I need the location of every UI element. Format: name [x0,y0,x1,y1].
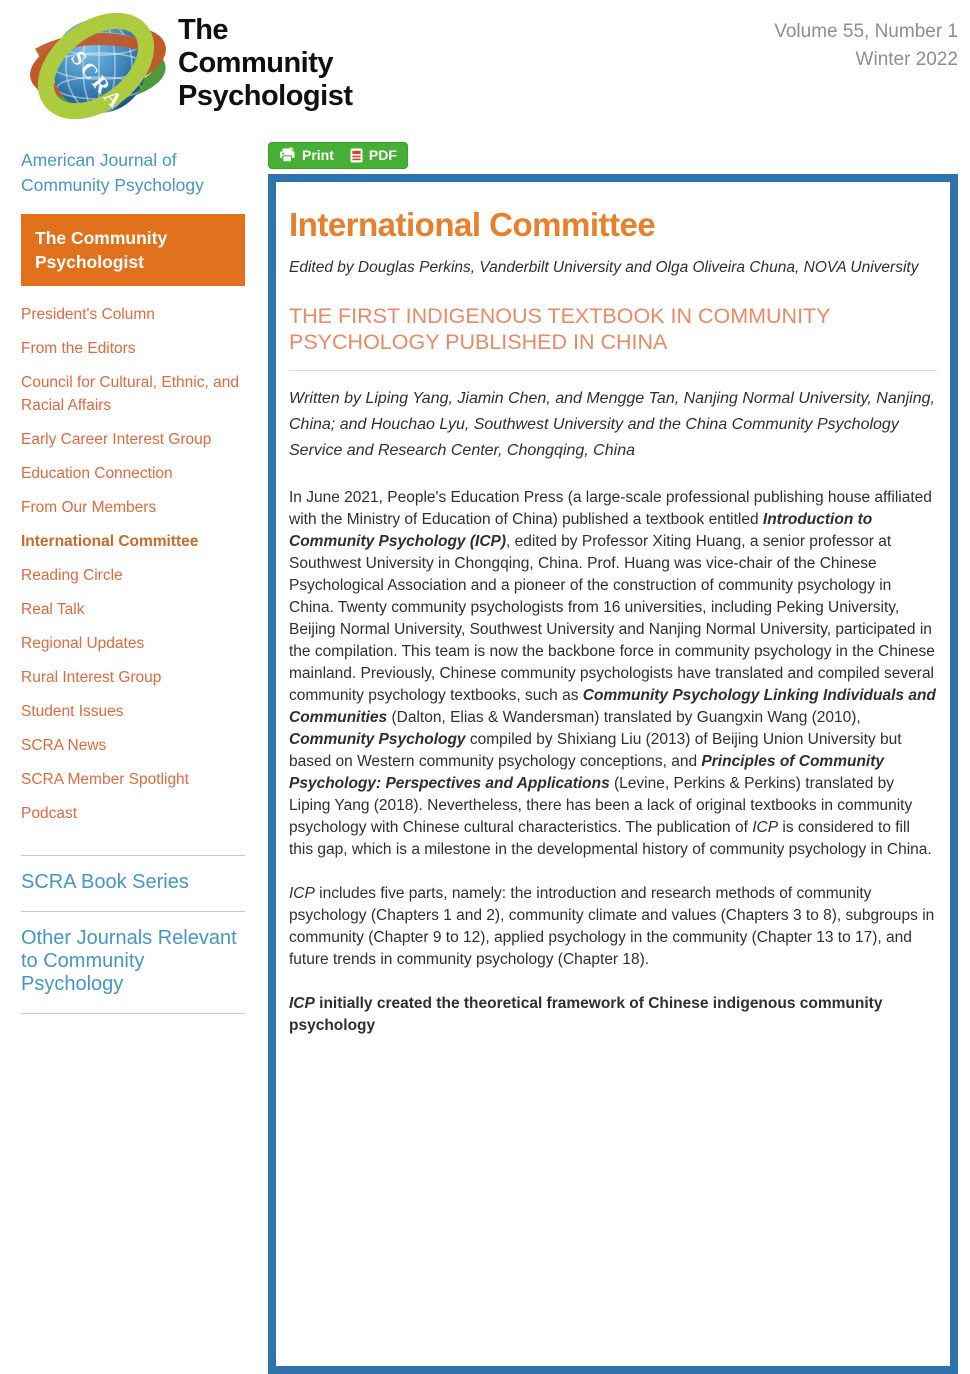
sidebar-item[interactable]: From the Editors [21,340,136,357]
edited-by-line: Edited by Douglas Perkins, Vanderbilt University and Olga Oliveira Chuna, NOVA University [289,259,919,276]
sidebar-item[interactable]: Real Talk [21,601,85,618]
issue-season: Winter 2022 [855,49,958,70]
sidebar-item[interactable]: Student Issues [21,703,124,720]
sidebar-item[interactable]: Education Connection [21,465,173,482]
article-paragraph [289,993,937,1037]
text-segment: , edited by Professor Xiting Huang, a senior professor at Southwest University in Chongqing, China. Prof. Huang was vice-chair of the Chinese Psychological Association and a pioneer of the construction of community psychology in China. Twenty community psychologists from 16 universities, including Peking University, Beijing Normal University, Southwest University and Nanjing Normal University, participated in the compilation. This team is now the backbone force in community psychology in the Chinese mainland. Previously, Chinese community psychologists have translated and compiled several community psychology textbooks, such as [289,533,935,704]
text-segment: is considered to fill this gap, which is a milestone in the developmental history of community psychology in China. [289,819,932,858]
sidebar-item[interactable]: Podcast [21,805,78,822]
sidebar-divider [21,911,245,912]
main-column [268,132,958,1374]
sidebar-item[interactable]: From Our Members [21,499,157,516]
text-segment: (Dalton, Elias & Wandersman) translated by Guangxin Wang (2010), [387,709,861,726]
sidebar-item-ajcp[interactable]: American Journal of Community Psychology [21,150,204,195]
sidebar-nav [21,286,245,838]
pdf-label: PDF [368,147,397,163]
text-segment: compiled by Shixiang Liu (2013) of Beijing Union University but based on Western community psychology conceptions, and [289,731,902,770]
issue-info [774,6,958,74]
text-segment: Community Psychology [289,731,466,748]
sidebar-divider [21,1013,245,1014]
scra-logo-text: SCRA [66,45,130,115]
sidebar-item[interactable]: SCRA Member Spotlight [21,771,189,788]
print-pdf-button[interactable] [268,142,408,169]
scra-logo[interactable] [30,6,168,131]
sidebar-item[interactable]: Rural Interest Group [21,669,162,686]
section-heading: THE FIRST INDIGENOUS TEXTBOOK IN COMMUNITY PSYCHOLOGY PUBLISHED IN CHINA [289,304,831,354]
article-frame [268,174,958,1374]
volume-number: Volume 55, Number 1 [774,21,958,42]
site-header [0,0,970,132]
text-segment: In June 2021, People's Education Press (a large-scale professional publishing house affiliated with the Ministry of Education of China) published a textbook entitled [289,489,932,528]
toolbar [268,132,958,168]
article-paragraph [289,487,937,861]
article-title: International Committee [289,206,656,243]
sidebar-item[interactable]: SCRA News [21,737,107,754]
text-segment: ICP [289,995,315,1012]
text-segment: includes five parts, namely: the introduction and research methods of community psychology (Chapters 1 and 2), community climate and values (Chapters 3 to 8), subgroups in community (Chapter 9 to 12), applied psychology in the community (Chapter 13 to 17), and future trends in community psychology (Chapter 18). [289,885,935,968]
sidebar-item-other-journals[interactable]: Other Journals Relevant to Community Psychology [21,927,237,995]
print-label: Print [302,147,334,163]
sidebar-item[interactable]: Reading Circle [21,567,123,584]
scra-globe-icon [30,6,168,126]
text-segment: (Levine, Perkins & Perkins) translated by Liping Yang (2018). Nevertheless, there has been a lack of original textbooks in community psychology with Chinese cultural characteristics. The publication of [289,775,913,836]
sidebar-item[interactable]: Council for Cultural, Ethnic, and Racial Affairs [21,374,239,414]
sidebar-item[interactable]: International Committee [21,533,199,550]
article-body [289,487,937,1037]
sidebar-item-book-series[interactable]: SCRA Book Series [21,871,189,893]
sidebar-divider [21,855,245,856]
text-segment: Community Psychology Linking Individuals and Communities [289,687,936,726]
page-layout [0,132,970,1374]
sidebar-item[interactable]: Regional Updates [21,635,145,652]
sidebar-item[interactable]: Early Career Interest Group [21,431,212,448]
written-by-line: Written by Liping Yang, Jiamin Chen, and Mengge Tan, Nanjing Normal University, Nanjing, China; and Houchao Lyu, Southwest University and the China Community Psychology Service and Research Center, Chongqing, China [289,390,935,459]
site-title: The Community Psychologist [178,14,353,112]
printer-icon [279,147,296,163]
text-segment: Introduction to Community Psychology (ICP) [289,511,873,550]
heading-rule [289,370,937,371]
text-segment: Principles of Community Psychology: Perspectives and Applications [289,753,885,792]
sidebar [21,132,245,1014]
sidebar-item-tcp-active[interactable]: The Community Psychologist [21,214,245,286]
text-segment: initially created the theoretical framework of Chinese indigenous community psychology [289,995,883,1034]
text-segment: ICP [289,885,315,902]
article-paragraph [289,883,937,971]
sidebar-item[interactable]: President's Column [21,306,155,323]
pdf-icon [350,148,363,163]
text-segment: ICP [752,819,779,836]
